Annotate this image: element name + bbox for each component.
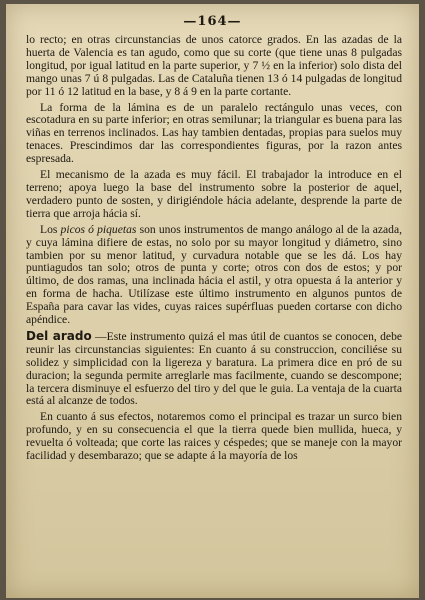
paragraph-1 (26, 34, 402, 99)
paragraph-1-text: lo recto; en otras circunstancias de unos catorce grados. En las azadas de la huerta de Valencia es tan agudo, como que su corte (que tiene unas 8 pulgadas longitud, por igual latitud en la parte superior, y 7 ½ en la inferior) solo dista del mango unas 7 ú 8 pulgadas. Las de Cataluña tienen 13 ó 14 pulgadas de longitud por 11 ó 12 latitud en la base, y 8 á 9 en la parte cortante. (26, 33, 402, 98)
paragraph-4-pre: Los (40, 222, 61, 236)
paragraph-2-text: La forma de la lámina es de un paralelo rectángulo unas veces, con escotadura en su parte inferior; en otras semilunar; la triangular es buena para las viñas en terrenos inclinados. Las hay tambien dentadas, propias para suelos muy tenaces. Prescindimos dar las correspondientes figuras, por la razon antes espresada. (26, 100, 402, 166)
paragraph-4-emphasis: picos ó piquetas (60, 222, 137, 236)
paragraph-4-text: son unos instrumentos de mango análogo al de la azada, y cuya lámina difiere de estas, no solo por su mayor longitud y diámetro, sino tambien por su menor latitud, y curvadura notable que se les dá. Los hay puntiagudos tan solo; otros de punta y corte; otros con dos de estos; y por último, de dos ramas, una inclinada hácia el astil, y otra opuesta á la anterior y en forma de hacha. Utilízase este último instrumento en algunos puntos de España para cavar las vides, cuyas raices supérfluas pueden cortarse con dicho apéndice. (26, 222, 403, 327)
book-page (6, 4, 419, 598)
paragraph-6-text: En cuanto á sus efectos, notaremos como el principal es trazar un surco bien profundo, y en su consecuencia el que la tierra quede bien mullida, hueca, y revuelta ó volteada; que corte las raices y céspedes; que se maneje con la mayor facilidad y desembarazo; que se adapte á la mayoría de los (26, 410, 402, 463)
paragraph-5-text: —Este instrumento quizá el mas útil de cuantos se conocen, debe reunir las circunstancias siguientes: En cuanto á su construccion, conciliése su solidez y simplicidad con la ligereza y baratura. La primera dice en pró de su duracion; la segunda permite arreglarle mas facilmente, cuando se descompone; la tercera disminuye el esfuerzo del tiro y del que le guia. La ventaja de la cuarta está al alcanze de todos. (26, 329, 403, 408)
paragraph-3 (26, 169, 402, 221)
paragraph-5 (26, 330, 402, 408)
section-heading-arado: Del arado (26, 328, 92, 343)
paragraph-4 (26, 224, 402, 327)
paragraph-2 (26, 102, 402, 167)
paragraph-6 (26, 411, 402, 463)
page-body (26, 34, 402, 466)
page-number: —164— (183, 14, 242, 29)
paragraph-3-text: El mecanismo de la azada es muy fácil. El trabajador la introduce en el terreno; apoya luego la base del instrumento sobre la posterior de aquel, verdadero punto de sosten, y dirigiéndole hácia adelante, desprende la parte de tierra que arroja hácia sí. (26, 168, 402, 220)
